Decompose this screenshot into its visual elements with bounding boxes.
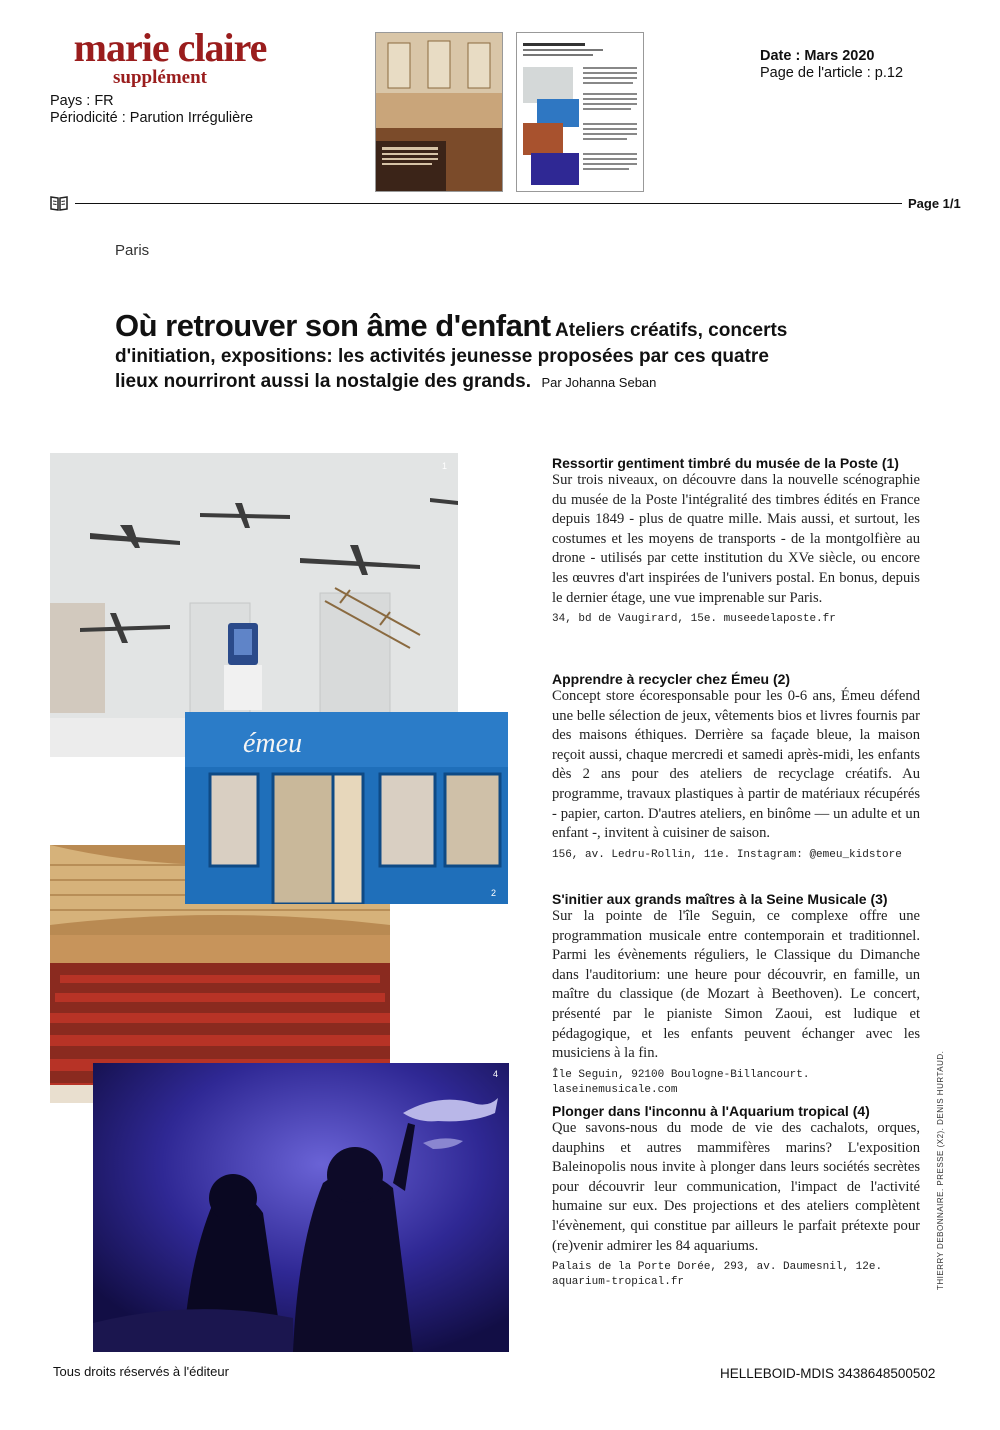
item-4-heading: Plonger dans l'inconnu à l'Aquarium tropical (4): [552, 1103, 870, 1119]
article-title: Où retrouver son âme d'enfant: [115, 308, 551, 343]
item-2: [552, 671, 920, 863]
item-1-heading: Ressortir gentiment timbré du musée de la Poste (1): [552, 455, 899, 471]
item-3: [552, 891, 920, 1098]
logo-sub: supplément: [113, 67, 207, 88]
country: Pays : FR: [50, 93, 114, 109]
item-3-address: Île Seguin, 92100 Boulogne-Billancourt. laseinemusicale.com: [552, 1068, 810, 1096]
article-intro: Ateliers créatifs, concerts d'initiation, expositions: les activités jeunesse proposées par ces quatre lieux nourriront aussi la nostalgie des grands.: [115, 320, 788, 392]
issue-info: [760, 48, 903, 82]
book-icon: [50, 194, 68, 212]
photo-emeu-shop: [185, 712, 508, 904]
item-2-address: 156, av. Ledru-Rollin, 11e. Instagram: @emeu_kidstore: [552, 848, 902, 861]
item-4-text: Que savons-nous du mode de vie des cachalots, orques, dauphins et autres mammifères marins? L'exposition Baleinopolis nous invite à plonger dans leurs sociétés secrètes pour découvrir leur communication, l'impact de l'activité humaine sur eux. Des projections et des ateliers complètent l'évènement, qui constitue par ailleurs le parfait prétexte pour (re)venir admirer les 84 aquariums.: [552, 1120, 920, 1254]
item-2-heading: Apprendre à recycler chez Émeu (2): [552, 671, 791, 687]
article-byline: Par Johanna Seban: [541, 375, 657, 390]
item-2-text: Concept store écoresponsable pour les 0-6 ans, Émeu défend une belle sélection de jeux, vêtements bios et livres fournis par des maisons éthiques. Derrière sa façade bleue, la maison reçoit aussi, chaque mercredi et samedi après-midi, les enfants dès 2 ans pour des ateliers de recyclage créatifs. Au programme, travaux plastiques à partir de matériaux récupérés - papier, carton. D'autres ateliers, en binôme — un adulte et un enfant -, invitent à cuisiner de saison.: [552, 688, 920, 842]
item-4: [552, 1103, 920, 1290]
photo-aquarium: [93, 1063, 509, 1352]
photo-number-4: 4: [493, 1069, 499, 1079]
item-4-address: Palais de la Porte Dorée, 293, av. Daumesnil, 12e. aquarium-tropical.fr: [552, 1261, 883, 1289]
footer-reference: HELLEBOID-MDIS 3438648500502: [720, 1366, 936, 1381]
item-1: [552, 455, 920, 627]
article-page: Page de l'article : p.12: [760, 65, 904, 81]
publication-meta: [50, 93, 253, 127]
item-3-heading: S'initier aux grands maîtres à la Seine Musicale (3): [552, 891, 888, 907]
footer-rights: Tous droits réservés à l'éditeur: [53, 1364, 229, 1379]
section-label: Paris: [115, 242, 150, 259]
page-thumbnail-right: [516, 32, 644, 192]
issue-date: Date : Mars 2020: [760, 48, 875, 64]
page-thumbnail-left: [375, 32, 503, 192]
page-count: Page 1/1: [908, 196, 961, 211]
photo-number-2: 2: [491, 888, 497, 898]
item-1-text: Sur trois niveaux, on découvre dans la nouvelle scénographie du musée de la Poste l'intégralité des timbres édités en France depuis 1849 - plus de quatre mille. Mais aussi, et surtout, les costumes et les moyens de transports - de la montgolfière au drone - utilisés par cette institution du XVe siècle, ou encore les œuvres d'art inspirées de l'univers postal. En bonus, depuis le dernier étage, une vue imprenable sur Paris.: [552, 472, 920, 606]
photo-number-1: 1: [442, 461, 448, 471]
frequency: Périodicité : Parution Irrégulière: [50, 110, 254, 126]
item-1-address: 34, bd de Vaugirard, 15e. museedelaposte.fr: [552, 613, 836, 626]
publication-logo: [50, 25, 290, 88]
article-headline: [115, 308, 815, 394]
header-rule: [75, 203, 902, 204]
photo-credit: THIERRY DEBONNAIRE. PRESSE (X2). DENIS HURTAUD.: [936, 1050, 945, 1290]
logo-main: marie claire: [73, 25, 267, 70]
item-3-text: Sur la pointe de l'île Seguin, ce complexe offre une programmation musicale entre contemporain et traditionnel. Parmi les évènements réguliers, le Classique du Dimanche dans l'auditorium: une heure pour découvrir, en famille, un maître du classique (de Mozart à Beethoven). Le concert, présenté par le pianiste Simon Zaoui, est ludique et pédagogique, et les enfants peuvent échanger avec les musiciens à la fin.: [552, 908, 920, 1062]
shop-sign: émeu: [243, 728, 303, 759]
